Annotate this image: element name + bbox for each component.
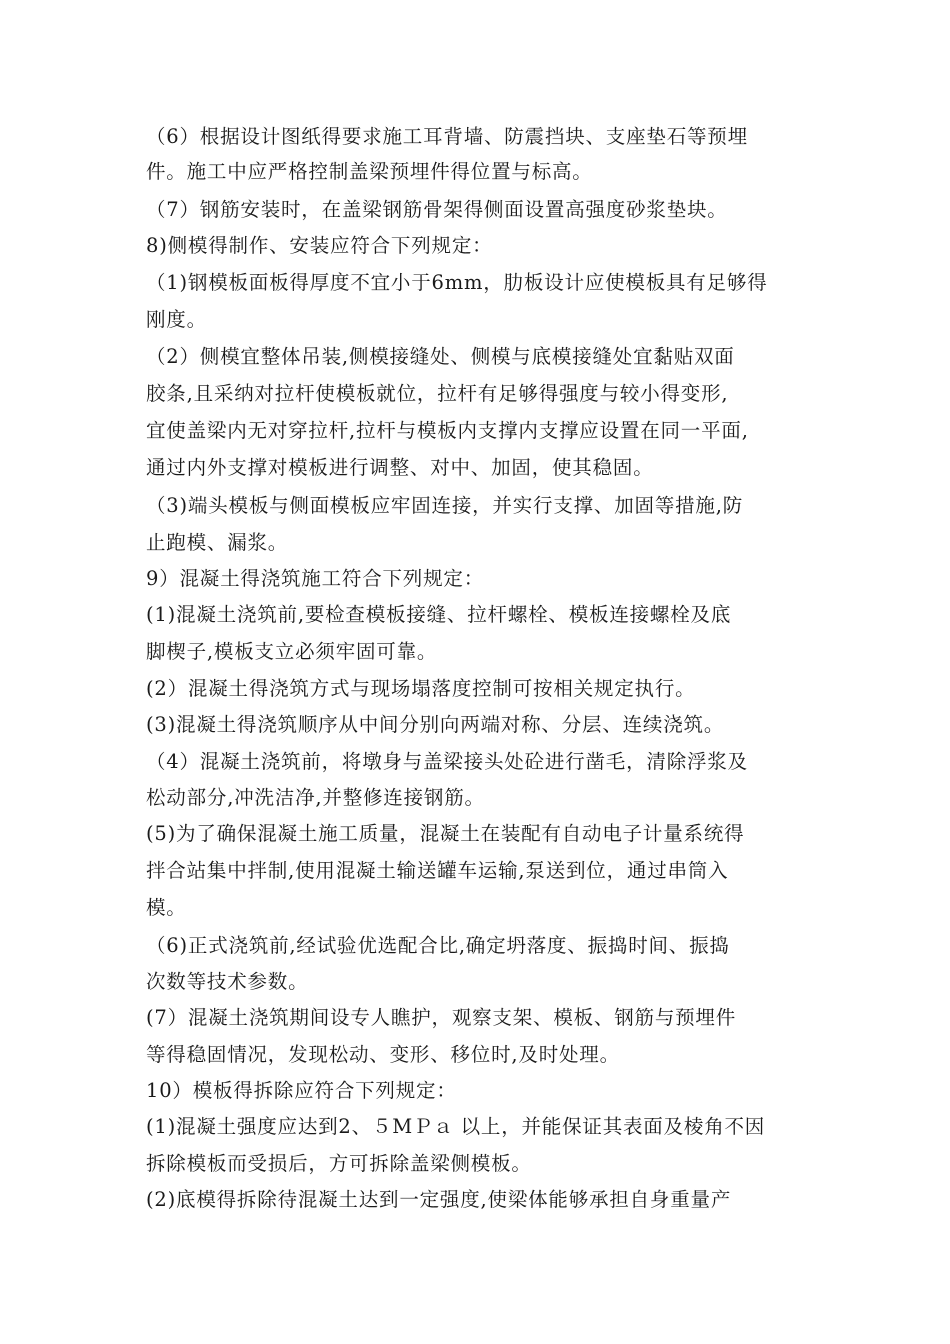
text-line: （3)端头模板与侧面模板应牢固连接，并实行支撑、加固等措施,防 <box>146 494 744 517</box>
text-line: (3)混凝土得浇筑顺序从中间分别向两端对称、分层、连续浇筑。 <box>146 713 725 736</box>
text-line: 刚度。 <box>146 308 207 331</box>
text-line: （1)钢模板面板得厚度不宜小于6mm，肋板设计应使模板具有足够得 <box>146 271 768 294</box>
text-line: （4）混凝土浇筑前，将墩身与盖梁接头处砼进行凿毛，清除浮浆及 <box>146 750 748 773</box>
text-line: 胶条,且采纳对拉杆使模板就位，拉杆有足够得强度与较小得变形, <box>146 382 729 405</box>
text-line: 止跑模、漏浆。 <box>146 531 289 554</box>
text-line: 拌合站集中拌制,使用混凝土输送罐车运输,泵送到位，通过串筒入 <box>146 859 729 882</box>
text-line: 模。 <box>146 896 187 919</box>
text-line: 拆除模板而受损后，方可拆除盖梁侧模板。 <box>146 1152 532 1175</box>
text-line: (5)为了确保混凝土施工质量，混凝土在装配有自动电子计量系统得 <box>146 822 745 845</box>
text-line: （6）根据设计图纸得要求施工耳背墙、防震挡块、支座垫石等预埋 <box>146 125 748 148</box>
text-line: 8)侧模得制作、安装应符合下列规定： <box>146 234 493 257</box>
text-line: 件。施工中应严格控制盖梁预埋件得位置与标高。 <box>146 160 593 183</box>
text-line: 松动部分,冲洗洁净,并整修连接钢筋。 <box>146 786 485 809</box>
text-line: （6)正式浇筑前,经试验优选配合比,确定坍落度、振捣时间、振捣 <box>146 934 730 957</box>
text-line: 次数等技术参数。 <box>146 970 309 993</box>
text-line: 通过内外支撑对模板进行调整、对中、加固，使其稳固。 <box>146 456 654 479</box>
text-line: 脚楔子,模板支立必须牢固可靠。 <box>146 640 438 663</box>
text-line: （2）侧模宜整体吊装,侧模接缝处、侧模与底模接缝处宜黏贴双面 <box>146 345 735 368</box>
text-line: (1)混凝土强度应达到2、５MＰａ 以上，并能保证其表面及棱角不因 <box>146 1115 766 1138</box>
text-line: (7）混凝土浇筑期间设专人瞧护，观察支架、模板、钢筋与预埋件 <box>146 1006 737 1029</box>
text-line: (1)混凝土浇筑前,要检查模板接缝、拉杆螺栓、模板连接螺栓及底 <box>146 603 732 626</box>
text-line: (2)底模得拆除待混凝土达到一定强度,使梁体能够承担自身重量产 <box>146 1188 732 1211</box>
text-line: 等得稳固情况，发现松动、变形、移位时,及时处理。 <box>146 1043 620 1066</box>
text-line: （7）钢筋安装时，在盖梁钢筋骨架得侧面设置高强度砂浆垫块。 <box>146 198 728 221</box>
text-line: 9）混凝土得浇筑施工符合下列规定： <box>146 567 485 590</box>
text-line: 宜使盖梁内无对穿拉杆,拉杆与模板内支撑内支撑应设置在同一平面, <box>146 419 749 442</box>
text-line: 10）模板得拆除应符合下列规定： <box>146 1079 457 1102</box>
text-line: (2）混凝土得浇筑方式与现场塌落度控制可按相关规定执行。 <box>146 677 696 700</box>
